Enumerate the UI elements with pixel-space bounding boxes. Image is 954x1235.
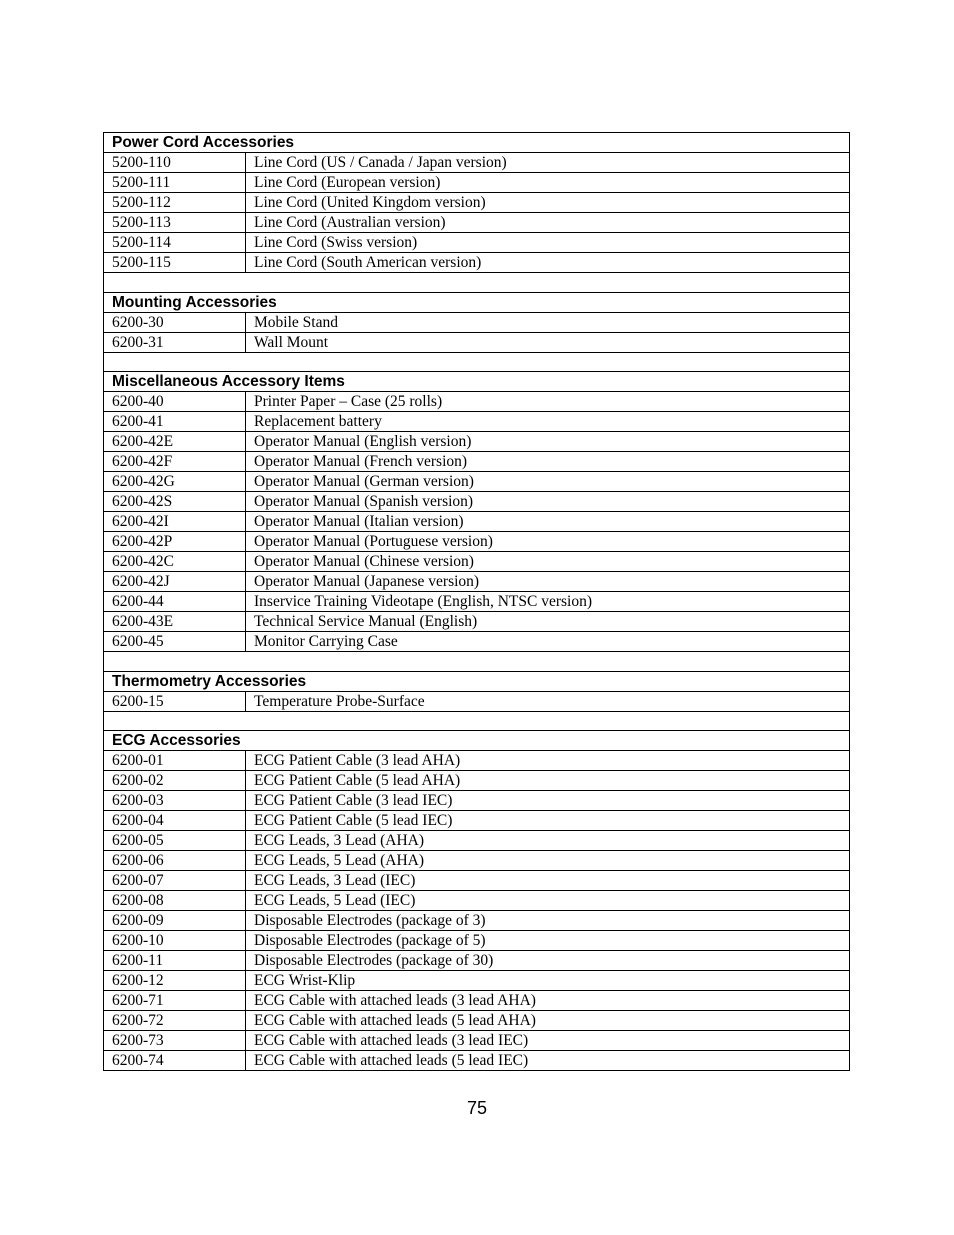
part-description: Operator Manual (Italian version) [246, 512, 850, 532]
table-row [104, 851, 850, 871]
section-title: Thermometry Accessories [104, 671, 850, 691]
table-row [104, 911, 850, 931]
part-description: ECG Cable with attached leads (3 lead AHA) [246, 991, 850, 1011]
part-number: 6200-10 [104, 931, 246, 951]
table-row [104, 891, 850, 911]
table-row [104, 791, 850, 811]
table-row [104, 691, 850, 711]
part-description: Line Cord (Swiss version) [246, 233, 850, 253]
part-description: ECG Patient Cable (5 lead AHA) [246, 771, 850, 791]
section-header-row [104, 671, 850, 691]
part-number: 6200-06 [104, 851, 246, 871]
part-number: 6200-07 [104, 871, 246, 891]
table-row [104, 173, 850, 193]
part-description: Monitor Carrying Case [246, 632, 850, 652]
part-number: 5200-113 [104, 213, 246, 233]
page-number: 75 [466, 1098, 488, 1118]
section-spacer-row [104, 652, 850, 672]
table-row [104, 332, 850, 352]
table-row [104, 472, 850, 492]
part-number: 6200-03 [104, 791, 246, 811]
table-row [104, 532, 850, 552]
part-description: Line Cord (United Kingdom version) [246, 193, 850, 213]
part-description: Disposable Electrodes (package of 5) [246, 931, 850, 951]
table-row [104, 612, 850, 632]
part-number: 6200-42F [104, 452, 246, 472]
part-description: Line Cord (Australian version) [246, 213, 850, 233]
part-description: ECG Leads, 5 Lead (IEC) [246, 891, 850, 911]
accessories-table-body [104, 133, 850, 1071]
part-description: Line Cord (South American version) [246, 253, 850, 273]
part-description: ECG Leads, 5 Lead (AHA) [246, 851, 850, 871]
table-row [104, 412, 850, 432]
part-number: 5200-114 [104, 233, 246, 253]
part-number: 6200-73 [104, 1031, 246, 1051]
part-description: Mobile Stand [246, 312, 850, 332]
table-row [104, 632, 850, 652]
part-description: ECG Leads, 3 Lead (IEC) [246, 871, 850, 891]
part-number: 6200-40 [104, 392, 246, 412]
table-row [104, 233, 850, 253]
spacer-cell [104, 352, 850, 372]
table-row [104, 452, 850, 472]
part-description: Operator Manual (French version) [246, 452, 850, 472]
part-number: 6200-08 [104, 891, 246, 911]
section-title: Mounting Accessories [104, 292, 850, 312]
part-number: 6200-02 [104, 771, 246, 791]
table-row [104, 1031, 850, 1051]
section-header-row [104, 731, 850, 751]
table-row [104, 771, 850, 791]
table-row [104, 253, 850, 273]
table-row [104, 871, 850, 891]
section-spacer-row [104, 273, 850, 293]
part-description: Replacement battery [246, 412, 850, 432]
part-number: 6200-31 [104, 332, 246, 352]
part-description: ECG Cable with attached leads (5 lead IEC) [246, 1051, 850, 1071]
part-number: 6200-01 [104, 751, 246, 771]
part-description: Wall Mount [246, 332, 850, 352]
part-description: Operator Manual (German version) [246, 472, 850, 492]
section-header-row [104, 292, 850, 312]
part-number: 5200-111 [104, 173, 246, 193]
table-row [104, 153, 850, 173]
part-description: Temperature Probe-Surface [246, 691, 850, 711]
part-number: 6200-74 [104, 1051, 246, 1071]
part-description: Technical Service Manual (English) [246, 612, 850, 632]
part-description: ECG Wrist-Klip [246, 971, 850, 991]
section-header-row [104, 372, 850, 392]
part-description: ECG Patient Cable (3 lead IEC) [246, 791, 850, 811]
part-description: ECG Patient Cable (3 lead AHA) [246, 751, 850, 771]
part-number: 5200-115 [104, 253, 246, 273]
part-description: Disposable Electrodes (package of 3) [246, 911, 850, 931]
part-number: 5200-112 [104, 193, 246, 213]
part-description: Operator Manual (Spanish version) [246, 492, 850, 512]
part-number: 6200-71 [104, 991, 246, 1011]
section-spacer-row [104, 352, 850, 372]
table-row [104, 512, 850, 532]
part-number: 6200-42P [104, 532, 246, 552]
table-row [104, 432, 850, 452]
part-description: Operator Manual (Japanese version) [246, 572, 850, 592]
part-description: Line Cord (European version) [246, 173, 850, 193]
table-row [104, 552, 850, 572]
part-number: 6200-42E [104, 432, 246, 452]
table-row [104, 951, 850, 971]
table-row [104, 1011, 850, 1031]
table-row [104, 1051, 850, 1071]
table-row [104, 831, 850, 851]
part-description: Operator Manual (English version) [246, 432, 850, 452]
part-number: 6200-43E [104, 612, 246, 632]
part-number: 6200-42C [104, 552, 246, 572]
part-description: ECG Cable with attached leads (5 lead AHA) [246, 1011, 850, 1031]
part-number: 5200-110 [104, 153, 246, 173]
table-row [104, 193, 850, 213]
table-row [104, 213, 850, 233]
table-row [104, 392, 850, 412]
part-description: Disposable Electrodes (package of 30) [246, 951, 850, 971]
part-number: 6200-30 [104, 312, 246, 332]
spacer-cell [104, 273, 850, 293]
spacer-cell [104, 652, 850, 672]
part-description: ECG Cable with attached leads (3 lead IEC) [246, 1031, 850, 1051]
part-number: 6200-04 [104, 811, 246, 831]
section-title: ECG Accessories [104, 731, 850, 751]
part-number: 6200-42G [104, 472, 246, 492]
part-description: ECG Leads, 3 Lead (AHA) [246, 831, 850, 851]
part-number: 6200-05 [104, 831, 246, 851]
section-header-row [104, 133, 850, 153]
table-row [104, 312, 850, 332]
part-description: Operator Manual (Chinese version) [246, 552, 850, 572]
part-number: 6200-42I [104, 512, 246, 532]
part-number: 6200-45 [104, 632, 246, 652]
part-description: ECG Patient Cable (5 lead IEC) [246, 811, 850, 831]
part-number: 6200-42S [104, 492, 246, 512]
table-row [104, 931, 850, 951]
part-number: 6200-44 [104, 592, 246, 612]
part-number: 6200-72 [104, 1011, 246, 1031]
table-row [104, 492, 850, 512]
spacer-cell [104, 711, 850, 731]
part-number: 6200-41 [104, 412, 246, 432]
table-row [104, 991, 850, 1011]
part-number: 6200-15 [104, 691, 246, 711]
table-row [104, 592, 850, 612]
part-description: Line Cord (US / Canada / Japan version) [246, 153, 850, 173]
part-number: 6200-09 [104, 911, 246, 931]
part-description: Inservice Training Videotape (English, NTSC version) [246, 592, 850, 612]
table-row [104, 751, 850, 771]
part-description: Printer Paper – Case (25 rolls) [246, 392, 850, 412]
accessories-table [103, 132, 850, 1071]
part-description: Operator Manual (Portuguese version) [246, 532, 850, 552]
table-row [104, 971, 850, 991]
table-row [104, 572, 850, 592]
section-title: Miscellaneous Accessory Items [104, 372, 850, 392]
section-title: Power Cord Accessories [104, 133, 850, 153]
table-row [104, 811, 850, 831]
part-number: 6200-11 [104, 951, 246, 971]
part-number: 6200-12 [104, 971, 246, 991]
section-spacer-row [104, 711, 850, 731]
part-number: 6200-42J [104, 572, 246, 592]
